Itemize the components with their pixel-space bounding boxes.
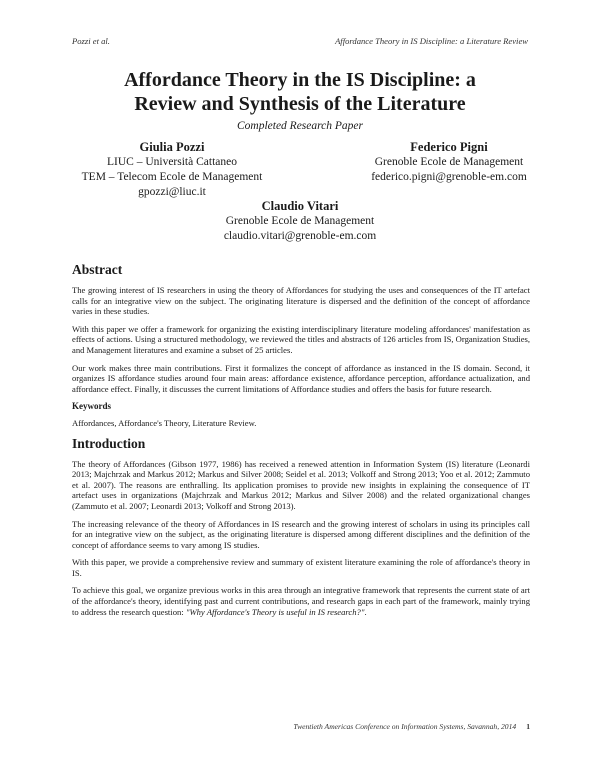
running-head-authors: Pozzi et al. (72, 36, 110, 46)
paper-title-line-1: Affordance Theory in the IS Discipline: a (124, 69, 476, 91)
research-question-end: . (364, 606, 367, 617)
paper-subtitle: Completed Research Paper (236, 120, 364, 132)
abstract-paragraph: Our work makes three main contributions. First it formalizes the concept of affordance as instanced in the IS domain. Second, it organizes IS affordance studies around four main areas: affordance existence, affordance perception, affordance actualization, and affordance effect. Finally, it discusses the current limitations of Affordance studies and offers the basis for future research. (72, 362, 530, 394)
paper-title (60, 68, 540, 116)
page-number: 1 (526, 722, 530, 731)
research-question: "Why Affordance's Theory is useful in IS research?" (185, 606, 365, 617)
author-name: Federico Pigni (410, 140, 488, 154)
author-email: gpozzi@liuc.it (138, 186, 206, 198)
page-footer (293, 722, 530, 731)
author-block-pozzi (72, 140, 272, 200)
introduction-paragraph (72, 585, 530, 617)
author-email: claudio.vitari@grenoble-em.com (223, 230, 377, 242)
introduction-heading: Introduction (72, 435, 146, 451)
author-name: Giulia Pozzi (139, 140, 205, 154)
introduction-paragraph: The theory of Affordances (Gibson 1977, 1986) has received a renewed attention in Information System (IS) literature (Leonardi 2013; Majchrzak and Markus 2012; Markus and Silver 2008; Seidel et al. 2013; Volkoff and Strong 2013; Yoo et al. 2012; Zammuto et al. 2007). The reasons are enthralling. Its application promises to provide new insights in explaining the consequence of IT artefact uses in organizations (Majchrzak and Markus 2012; Markus and Silver 2008) and the related organizational changes (Zammuto et al. 2007; Leonardi 2013; Volkoff and Strong 2013). (72, 458, 530, 511)
author-email: federico.pigni@grenoble-em.com (371, 171, 527, 183)
author-name: Claudio Vitari (261, 199, 339, 213)
conference-name: Twentieth Americas Conference on Information Systems, Savannah, 2014 (293, 722, 517, 731)
running-head-title: Affordance Theory in IS Discipline: a Literature Review (335, 36, 528, 46)
introduction-paragraph: The increasing relevance of the theory of Affordances in IS research and the growing interest of scholars in using its principles call for an integrative view on the subject, as the originating literature is dispersed among different disciplines and the definition of the concept of affordance seems to vary among IS studies. (72, 518, 530, 550)
author-affiliation: Grenoble Ecole de Management (225, 215, 375, 227)
running-head (72, 36, 528, 46)
author-affiliation: LIUC – Università Cattaneo (107, 156, 237, 168)
author-affiliation: TEM – Telecom Ecole de Management (81, 171, 263, 183)
author-block-vitari (180, 199, 420, 244)
introduction-paragraph: With this paper, we provide a comprehensive review and summary of existent literature examining the role of affordance's theory in IS. (72, 557, 530, 578)
author-block-pigni (338, 140, 560, 185)
keywords-text: Affordances, Affordance's Theory, Literature Review. (72, 417, 257, 428)
paper-body (72, 262, 530, 624)
keywords-heading: Keywords (72, 401, 111, 412)
author-affiliation: Grenoble Ecole de Management (374, 156, 524, 168)
abstract-heading: Abstract (72, 262, 123, 277)
introduction-paragraph-text: To achieve this goal, we organize previous works in this area through an integrative framework that represents the current state of art of the affordance's theory, identifying past and current contributions, and research gaps in each part of the framework, mainly trying to address the research question: (72, 585, 530, 617)
abstract-paragraph: With this paper we offer a framework for organizing the existing interdisciplinary literature modeling affordances' manifestation as effects of actions. Using a structured methodology, we reviewed the titles and abstracts of 126 articles from IS, Organization Studies, and Management literatures and examine a subset of 25 articles. (72, 323, 530, 355)
paper-title-line-2: Review and Synthesis of the Literature (134, 93, 466, 115)
abstract-paragraph: The growing interest of IS researchers in using the theory of Affordances for studying the uses and consequences of the IT artefact calls for an integrative view on the subject. The originating literature is dispersed and the definition of the concept of affordance varies in these studies. (72, 285, 530, 317)
